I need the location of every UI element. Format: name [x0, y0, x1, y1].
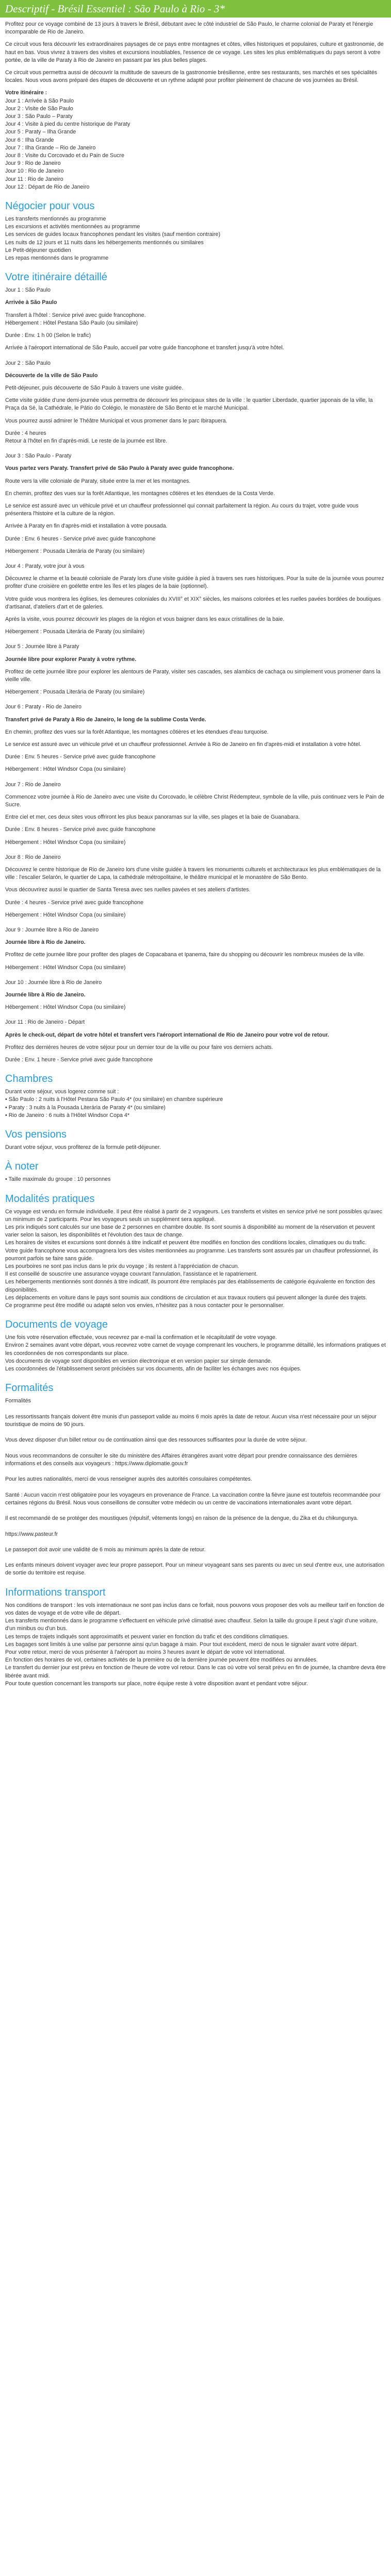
text-line: Les transferts mentionnés dans le programme s'effectuent en véhicule privé climatisé avec chauffeur. Selon la taille du groupe il peut s'agir d'une voiture, d'un minibus ou d'un bus.: [5, 1618, 378, 1632]
summary-item: Jour 5 : Paraty – Ilha Grande: [5, 129, 76, 135]
text-line: [5, 518, 386, 522]
text-line: Entre ciel et mer, ces deux sites vous offriront les plus beaux panoramas sur la ville, ses plages et la baie de Guanabara.: [5, 814, 300, 821]
section-pensions: [5, 1128, 386, 1151]
text-line: Durant votre séjour, vous profiterez de la formule petit-déjeuner.: [5, 1144, 161, 1151]
text-line: Vous découvrirez aussi le quartier de Santa Teresa avec ses ruelles pavées et ses ateliers d'artistes.: [5, 887, 251, 893]
summary-item: Jour 3 : São Paulo – Paraty: [5, 113, 73, 120]
text-line: Vos documents de voyage sont disponibles en version électronique et en version papier sur simple demande.: [5, 1358, 272, 1364]
text-line: [5, 591, 386, 596]
text-line: Le service est assuré avec un véhicule privé et un chauffeur professionnel. Arrivée à Rio de Janeiro en fin d'après-midi et installation à votre hôtel.: [5, 741, 362, 748]
text-line: Arrivée à l'aéroport international de São Paulo, accueil par votre guide francophone et transfert jusqu'à votre hôtel.: [5, 345, 284, 351]
day-heading: Jour 7 : Rio de Janeiro: [5, 781, 61, 788]
day-heading: Jour 1 : São Paulo: [5, 287, 51, 294]
text-line: [5, 1444, 386, 1452]
text-line: Les repas mentionnés dans le programme: [5, 255, 109, 262]
text-line: Retour à l'hôtel en fin d'après-midi. Le reste de la journée est libre.: [5, 437, 168, 444]
text-line: [5, 413, 386, 417]
text-line: Les nuits de 12 jours et 11 nuits dans les hébergements mentionnés ou similaires: [5, 239, 204, 246]
text-line: Durée : Env. 6 heures - Service privé avec guide francophone: [5, 535, 156, 542]
text-line: Il est recommandé de se protéger des moustiques (répulsif, vêtements longs) en raison de la présence de la dengue, du Zika et du chikungunya.: [5, 1515, 359, 1522]
text-line: Nous vous recommandons de consulter le site du ministère des Affaires étrangères avant votre départ pour prendre connaissance des dernières informations et des conseils aux voyageurs : https://www.diplomatie.gouv.fr: [5, 1452, 357, 1467]
text-line: Après la visite, vous pourrez découvrir les plages de la région et vous baigner dans les eaux cristallines de la baie.: [5, 616, 285, 622]
intro-paragraph: Ce circuit vous permettra aussi de découvrir la multitude de saveurs de la gastronomie brésilienne, entre ses restaurants, ses marchés et ses spécialités locales. Nous vous avons préparé des étapes de découverte et un rythme adapté pour profiter pleinement de chacune de vos journées au Brésil.: [5, 70, 378, 84]
text-line: [5, 1538, 386, 1546]
text-line: En chemin, profitez des vues sur la forêt Atlantique, les montagnes côtières et les étendues de la Costa Verde.: [5, 490, 275, 497]
section-nepass: [5, 200, 386, 262]
text-line: Hébergement : Hôtel Pestana São Paulo (ou similaire): [5, 319, 138, 326]
text-line: Les déplacements en voiture dans le pays sont soumis aux conditions de circulation et aux travaux routiers qui peuvent allonger la durée des trajets.: [5, 1294, 367, 1301]
text-line: [5, 882, 386, 886]
text-line: Le transfert du dernier jour est prévu en fonction de l'heure de votre vol retour. Dans le cas où votre vol serait prévu en fin de journée, la chambre devra être libérée avant midi.: [5, 1665, 386, 1679]
content: [0, 18, 391, 1688]
text-line: Les services de guides locaux francophones pendant les visites (sauf mention contraire): [5, 231, 221, 238]
text-line: Hébergement : Hôtel Windsor Copa (ou similaire): [5, 964, 126, 971]
text-line: [5, 340, 386, 344]
text-line: [5, 761, 386, 766]
intro-paragraph: Profitez pour ce voyage combiné de 13 jours à travers le Brésil, débutant avec le côté industriel de São Paulo, le charme colonial de Paraty et l'énergie incomparable de Rio de Janeiro.: [5, 21, 373, 36]
text-line: Cette visite guidée d'une demi-journée vous permettra de découvrir les principaux sites de la ville : le quartier Liberdade, quartier japonais de la ville, la Praça da Sé, la Cathédrale, le Pátio do Colégio, le monastère de São Bento et le marché Municipal.: [5, 397, 373, 412]
text-line: Les enfants mineurs doivent voyager avec leur propre passeport. Pour un mineur voyageant sans ses parents ou avec un seul d'entre eux, une autorisation de sortie du territoire est requise.: [5, 1562, 385, 1577]
text-line: Hébergement : Hôtel Windsor Copa (ou similaire): [5, 766, 126, 773]
text-line: Route vers la ville coloniale de Paraty, située entre la mer et les montagnes.: [5, 478, 191, 484]
text-line: [5, 425, 386, 430]
text-line: En chemin, profitez des vues sur la forêt Atlantique, les montagnes côtières et les étendues d'eau turquoise.: [5, 728, 269, 735]
itinerary-day: [5, 703, 386, 773]
text-line: Les coordonnées de l'établissement seront précisées sur vos documents, afin de faciliter les échanges avec nos équipes.: [5, 1365, 302, 1372]
sections: [5, 200, 386, 1688]
page-banner: Descriptif - Brésil Essentiel : São Paulo à Rio - 3*: [0, 0, 391, 18]
text-line: Pour toute question concernant les transports sur place, notre équipe reste à votre disposition avant et pendant votre séjour.: [5, 1680, 308, 1687]
intro: [5, 21, 386, 84]
text-line: Commencez votre journée à Rio de Janeiro avec une visite du Corcovado, le célèbre Christ Rédempteur, symbole de la ville, puis continuez vers le Pain de Sucre.: [5, 793, 384, 808]
text-line: [5, 959, 386, 964]
text-line: Le service est assuré avec un véhicule privé et un chauffeur professionnel qui connait parfaitement la région. Au cours du trajet, votre guide vous présentera l'histoire et la culture de la région.: [5, 502, 359, 517]
text-line: Votre guide francophone vous accompagnera lors des visites mentionnées au programme. Les transferts sont assurés par un chauffeur professionnel, ils pourront parfois se faire sans guide.: [5, 1247, 378, 1262]
text-line: [5, 1483, 386, 1491]
summary-item: Jour 12 : Départ de Rio de Janeiro: [5, 183, 90, 190]
text-line: Nos conditions de transport : les vols internationaux ne sont pas inclus dans ce forfait, nous pouvons vous proposer des vols au meilleur tarif en fonction de vos dates de voyage et de votre ville de départ.: [5, 1602, 384, 1616]
text-line: [5, 834, 386, 839]
text-line: Environ 2 semaines avant votre départ, vous recevrez votre carnet de voyage comprenant les vouchers, le programme détaillé, les informations pratiques et les coordonnées de nos correspondants sur place.: [5, 1342, 386, 1357]
itinerary-day: [5, 854, 386, 919]
text-line: Les temps de trajets indiqués sont approximatifs et peuvent varier en fonction du trafic et des conditions climatiques.: [5, 1633, 289, 1640]
section-title: Négocier pour vous: [5, 200, 95, 212]
text-line: Profitez de cette journée libre pour profiter des plages de Copacabana et Ipanema, faire du shopping ou découvrir les nombreux musées de la ville.: [5, 952, 365, 958]
day-heading: Jour 5 : Journée libre à Paraty: [5, 643, 79, 650]
text-line: Durée : Env. 5 heures - Service privé avec guide francophone: [5, 754, 156, 760]
day-heading: Jour 11 : Rio de Janeiro - Départ: [5, 1019, 85, 1026]
day-subheading: Transfert privé de Paraty à Rio de Janeiro, le long de la sublime Costa Verde.: [5, 716, 206, 723]
day-heading: Jour 10 : Journée libre à Rio de Janeiro: [5, 979, 102, 986]
text-line: [5, 1405, 386, 1413]
text-line: Le passeport doit avoir une validité de 6 mois au minimum après la date de retour.: [5, 1546, 206, 1553]
summary-item: Jour 8 : Visite du Corcovado et du Pain de Sucre: [5, 152, 124, 159]
text-line: Vous devez disposer d'un billet retour ou de continuation ainsi que des ressources suffisantes pour la durée de votre séjour.: [5, 1437, 307, 1444]
day-subheading: Arrivée à São Paulo: [5, 299, 57, 306]
day-subheading: Journée libre à Rio de Janeiro.: [5, 939, 86, 946]
summary-item: Jour 2 : Visite de São Paulo: [5, 105, 73, 112]
section-formalites: [5, 1382, 386, 1578]
section-chambres: [5, 1073, 386, 1120]
section-title: Vos pensions: [5, 1129, 67, 1141]
summary-item: Jour 11 : Rio de Janeiro: [5, 176, 63, 182]
text-line: Les transferts mentionnés au programme: [5, 216, 106, 223]
text-line: En fonction des horaires de vol, certaines activités de la première ou de la dernière journée peuvent être modifiées ou annulées.: [5, 1657, 318, 1664]
day-subheading: Après le check-out, départ de votre hôtel et transfert vers l'aéroport international de Rio de Janeiro pour votre vol de retour.: [5, 1031, 329, 1038]
section-title: Chambres: [5, 1073, 53, 1085]
text-line: Les hébergements mentionnés sont donnés à titre indicatif, ils pourront être remplacés par des établissements de catégorie équivalente en fonction des disponibilités.: [5, 1279, 376, 1293]
text-line: Formalités: [5, 1398, 31, 1404]
text-line: Hébergement : Pousada Literária de Paraty (ou similaire): [5, 629, 145, 635]
day-subheading: Journée libre à Rio de Janeiro.: [5, 992, 86, 998]
itinerary-day: [5, 926, 386, 972]
summary-item: Jour 1 : Arrivée à São Paulo: [5, 97, 74, 104]
day-subheading: Journée libre pour explorer Paraty à votre rythme.: [5, 656, 137, 663]
text-line: Découvrez le charme et la beauté coloniale de Paraty lors d'une visite guidée à pied à travers ses rues historiques. Pour la suite de la journée vous pourrez profiter d'une croisière en goélette entre les îles et les plages de la baie (optionnel).: [5, 575, 384, 590]
text-line: Hébergement : Pousada Literária de Paraty (ou similaire): [5, 548, 145, 554]
text-line: • Rio de Janeiro : 6 nuits à l'Hôtel Windsor Copa 4*: [5, 1112, 130, 1118]
summary-item: Jour 4 : Visite à pied du centre historique de Paraty: [5, 121, 131, 128]
text-line: [5, 543, 386, 548]
text-line: Petit-déjeuner, puis découverte de São Paulo à travers une visite guidée.: [5, 384, 184, 391]
itinerary-day: [5, 286, 386, 352]
section-title: Formalités: [5, 1382, 54, 1394]
text-line: Les excursions et activités mentionnées au programme: [5, 224, 140, 230]
text-line: Pour les autres nationalités, merci de vous renseigner auprès des autorités consulaires compétentes.: [5, 1476, 252, 1483]
text-line: [5, 809, 386, 814]
text-line: Durant votre séjour, vous logerez comme suit :: [5, 1089, 119, 1095]
itinerary-day: [5, 360, 386, 446]
text-line: Hébergement : Pousada Literária de Paraty (ou similaire): [5, 689, 145, 696]
section-title: Modalités pratiques: [5, 1193, 95, 1205]
text-line: Pour votre retour, merci de vous présenter à l'aéroport au moins 3 heures avant le départ de votre vol international.: [5, 1649, 286, 1655]
itinerary-day: [5, 1019, 386, 1064]
text-line: Ce voyage est vendu en formule individuelle. Il peut être réalisé à partir de 2 voyageurs. Les transferts et visites en service privé ne sont possibles qu'avec un minimum de 2 participants. Pour les voyageurs seuls un supplément sera appliqué.: [5, 1208, 382, 1223]
text-line: Santé : Aucun vaccin n'est obligatoire pour les voyageurs en provenance de France. La vaccination contre la fièvre jaune est toutefois recommandée pour certaines régions du Brésil. Nous vous conseillons de consulter votre médecin ou un centre de vaccinations internationales avant votre départ.: [5, 1492, 381, 1506]
section-title: Documents de voyage: [5, 1319, 108, 1331]
text-line: Durée : Env. 1 h 00 (Selon le trafic): [5, 332, 91, 339]
text-line: Les bagages sont limités à une valise par personne ainsi qu'un bagage à main. Pour tout excédent, merci de nous le signaler avant votre départ.: [5, 1641, 358, 1648]
text-line: Les prix indiqués sont calculés sur une base de 2 personnes en chambre double. Ils sont soumis à disponibilité au moment de la réservation et peuvent varier selon la saison, les disponibilités et l'évolution des taux de change.: [5, 1224, 375, 1239]
text-line: Durée : 4 heures: [5, 430, 46, 436]
section-documents: [5, 1318, 386, 1373]
text-line: • Taille maximale du groupe : 10 personnes: [5, 1176, 111, 1183]
text-line: [5, 611, 386, 616]
section-title: Votre itinéraire détaillé: [5, 272, 107, 283]
section-itinerary: [5, 271, 386, 1064]
text-line: [5, 623, 386, 628]
intro-paragraph: Ce circuit vous fera découvrir les extraordinaires paysages de ce pays entre montagnes et côtes, villes historiques et populaires, culture et gastronomie, de haut en bas. Vous vivrez à travers des visites et excursions inoubliables, l'essence de ce voyage. Les sites les plus emblématiques du pays seront à votre portée, de la ville de Paraty à Rio de Janeiro en passant par les plus belles plages.: [5, 41, 384, 63]
text-line: [5, 1522, 386, 1530]
text-line: [5, 1052, 386, 1056]
text-line: Arrivée à Paraty en fin d'après-midi et installation à votre pousada.: [5, 523, 168, 530]
day-heading: Jour 6 : Paraty - Rio de Janeiro: [5, 704, 82, 710]
text-line: Ce programme peut être modifié ou adapté selon vos envies, n'hésitez pas à nous contacter pour le personnaliser.: [5, 1302, 285, 1309]
summary-title: Votre itinéraire :: [5, 90, 47, 96]
day-heading: Jour 4 : Paraty, votre jour à vous: [5, 563, 85, 569]
text-line: Hébergement : Hôtel Windsor Copa (ou similaire): [5, 1004, 126, 1011]
text-line: Les pourboires ne sont pas inclus dans le prix du voyage ; ils restent à l'appréciation de chacun.: [5, 1263, 239, 1269]
text-line: Durée : Env. 8 heures - Service privé avec guide francophone: [5, 826, 156, 833]
text-line: Une fois votre réservation effectuée, vous recevrez par e-mail la confirmation et le récapitulatif de votre voyage.: [5, 1334, 277, 1341]
text-line: Hébergement : Hôtel Windsor Copa (ou similaire): [5, 911, 126, 918]
section-modalites: [5, 1193, 386, 1310]
text-line: Découvrez le centre historique de Rio de Janeiro lors d'une visite guidée à travers les monuments culturels et architecturaux les plus emblématiques de la ville : l'escalier Selarón, le quartier de Lapa, la cathédrale métropolitaine, le théâtre municipal et le monastère de São Bento.: [5, 867, 381, 881]
text-line: Profitez de cette journée libre pour explorer les alentours de Paraty, visiter ses cascades, ses alambics de cachaça ou simplement vous promener dans la vieille ville.: [5, 668, 381, 683]
section-anoter: [5, 1160, 386, 1183]
text-line: Les ressortissants français doivent être munis d'un passeport valide au moins 6 mois après la date de retour. Aucun visa n'est nécessaire pour un séjour touristique de moins de 90 jours.: [5, 1413, 377, 1428]
summary-item: Jour 9 : Rio de Janeiro: [5, 160, 61, 167]
text-line: [5, 821, 386, 826]
section-title: À noter: [5, 1161, 39, 1173]
text-line: • Paraty : 3 nuits à la Pousada Literária de Paraty 4* (ou similaire): [5, 1104, 166, 1111]
day-heading: Jour 2 : São Paulo: [5, 360, 51, 366]
text-line: [5, 1507, 386, 1515]
text-line: [5, 1554, 386, 1562]
text-line: Hébergement : Hôtel Windsor Copa (ou similaire): [5, 839, 126, 845]
text-line: Profitez des dernières heures de votre séjour pour un dernier tour de la ville ou pour faire vos derniers achats.: [5, 1044, 273, 1050]
text-line: [5, 894, 386, 899]
text-line: [5, 749, 386, 753]
text-line: https://www.pasteur.fr: [5, 1531, 58, 1537]
itinerary-day: [5, 643, 386, 696]
text-line: [5, 392, 386, 397]
summary-item: Jour 10 : Rio de Janeiro: [5, 168, 64, 175]
text-line: [5, 531, 386, 535]
day-heading: Jour 8 : Rio de Janeiro: [5, 854, 61, 860]
text-line: Il est conseillé de souscrire une assurance voyage couvrant l'annulation, l'assistance et le rapatriement.: [5, 1271, 258, 1278]
text-line: Durée : 4 heures - Service privé avec guide francophone: [5, 899, 143, 906]
summary-list: [5, 97, 386, 191]
day-subheading: Découverte de la ville de São Paulo: [5, 372, 98, 379]
text-line: Durée : Env. 1 heure - Service privé avec guide francophone: [5, 1057, 153, 1063]
text-line: [5, 327, 386, 332]
itinerary-day: [5, 979, 386, 1012]
section-transport: [5, 1586, 386, 1688]
text-line: [5, 1468, 386, 1476]
summary-item: Jour 6 : Ilha Grande: [5, 137, 54, 143]
day-subheading: Vous partez vers Paraty. Transfert privé de São Paulo à Paraty avec guide francophone.: [5, 465, 234, 472]
text-line: [5, 736, 386, 741]
itinerary-day: [5, 781, 386, 846]
text-line: • São Paulo : 2 nuits à l'Hôtel Pestana São Paulo 4* (ou similaire) en chambre supérieure: [5, 1096, 223, 1103]
text-line: [5, 684, 386, 688]
summary-item: Jour 7 : Ilha Grande – Rio de Janeiro: [5, 144, 96, 151]
section-title: Informations transport: [5, 1586, 106, 1598]
text-line: Les horaires de visites et excursions sont donnés à titre indicatif et peuvent être modifiés en fonction des conditions locales, climatiques ou du trafic.: [5, 1240, 367, 1246]
text-line: [5, 1429, 386, 1436]
itinerary-day: [5, 563, 386, 636]
day-heading: Jour 9 : Journée libre à Rio de Janeiro: [5, 927, 99, 934]
text-line: Le Petit-déjeuner quotidien: [5, 247, 71, 253]
text-line: [5, 907, 386, 911]
text-line: Transfert à l'hôtel : Service privé avec guide francophone.: [5, 312, 146, 318]
text-line: [5, 485, 386, 490]
itinerary-day: [5, 452, 386, 555]
text-line: [5, 498, 386, 502]
day-heading: Jour 3 : São Paulo - Paraty: [5, 453, 72, 460]
text-line: Votre guide vous montrera les églises, les demeures coloniales du XVIII° et XIX° siècles, les maisons colorées et les ruelles pavées bordées de boutiques d'artisanat, d'ateliers d'art et de galeries.: [5, 596, 381, 610]
text-line: Vous pourrez aussi admirer le Théâtre Municipal et vous promener dans le parc Ibirapuera.: [5, 417, 227, 424]
